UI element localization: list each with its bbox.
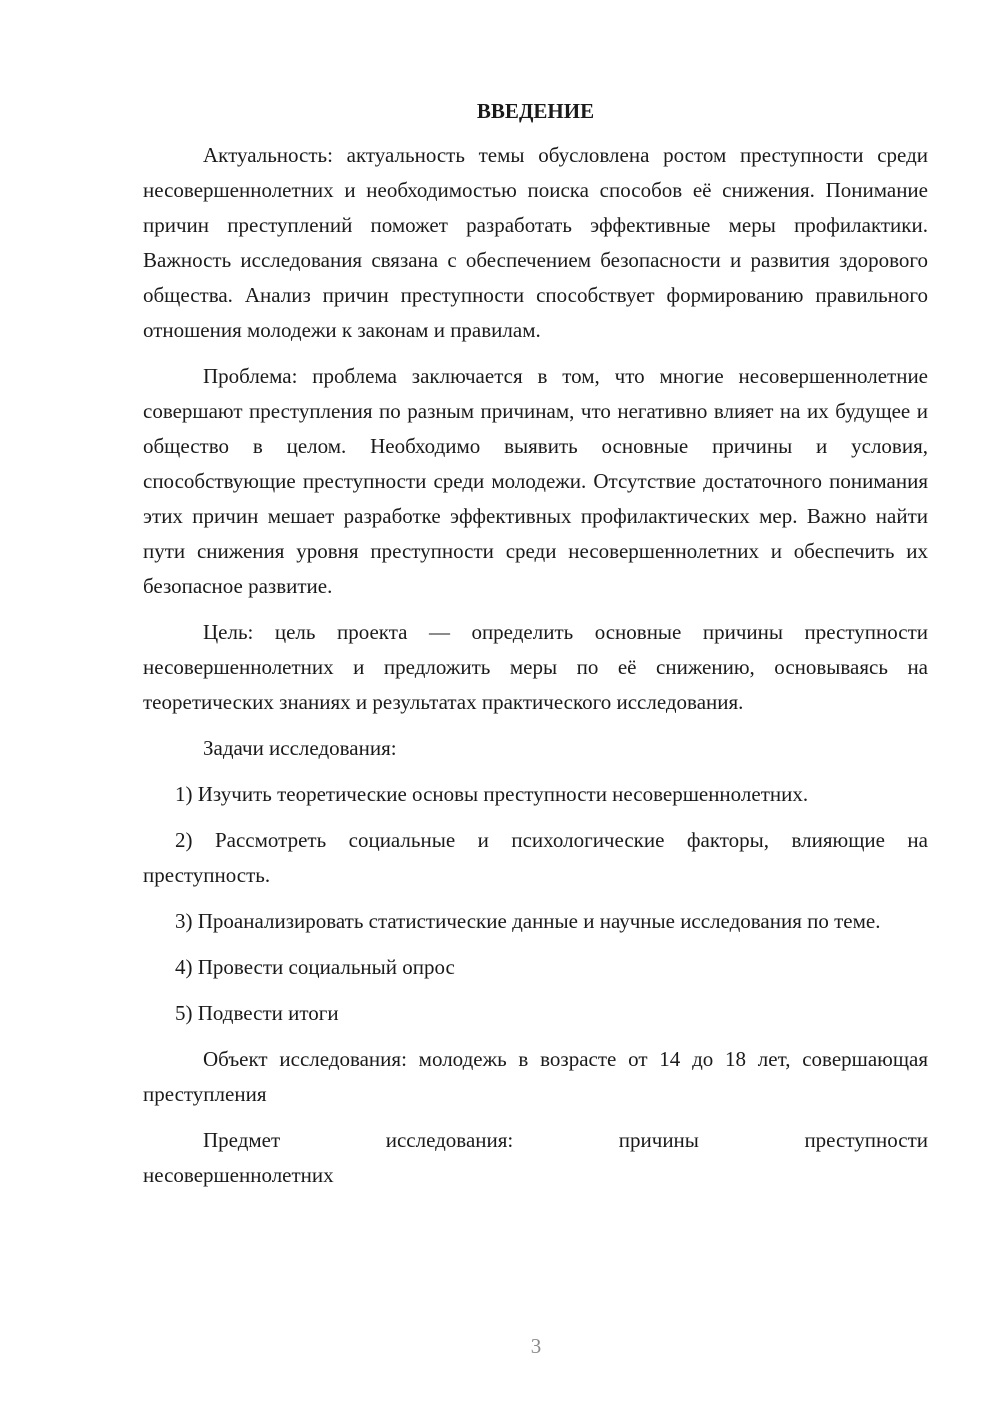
page-number: 3 (530, 1334, 542, 1358)
subject-paragraph-line1: Предмет исследования: причины преступности (203, 1128, 928, 1152)
page-content (143, 96, 928, 1193)
task-item: 4) Провести социальный опрос (175, 955, 455, 979)
task-item: 3) Проанализировать статистические данные и научные исследования по теме. (175, 909, 881, 933)
goal-paragraph: Цель: цель проекта — определить основные причины преступности несовершеннолетних и предложить меры по её снижению, основываясь на теоретических знаниях и результатах практического исследования. (143, 620, 928, 714)
task-item: 1) Изучить теоретические основы преступности несовершеннолетних. (175, 782, 809, 806)
relevance-paragraph: Актуальность: актуальность темы обусловлена ростом преступности среди несовершеннолетних и необходимостью поиска способов её снижения. Понимание причин преступлений поможет разработать эффективные меры профилактики. Важность исследования связана с обеспечением безопасности и развития здорового общества. Анализ причин преступности способствует формированию правильного отношения молодежи к законам и правилам. (143, 143, 928, 342)
object-paragraph: Объект исследования: молодежь в возрасте от 14 до 18 лет, совершающая преступления (143, 1047, 928, 1106)
subject-paragraph-line2: несовершеннолетних (143, 1163, 334, 1187)
task-item: 2) Рассмотреть социальные и психологические факторы, влияющие на преступность. (143, 828, 928, 887)
page-title: ВВЕДЕНИЕ (476, 99, 595, 123)
problem-paragraph: Проблема: проблема заключается в том, что многие несовершеннолетние совершают преступления по разным причинам, что негативно влияет на их будущее и общество в целом. Необходимо выявить основные причины и условия, способствующие преступности среди молодежи. Отсутствие достаточного понимания этих причин мешает разработке эффективных профилактических мер. Важно найти пути снижения уровня преступности среди несовершеннолетних и обеспечить их безопасное развитие. (143, 364, 928, 598)
task-item: 5) Подвести итоги (175, 1001, 339, 1025)
tasks-heading: Задачи исследования: (203, 736, 397, 760)
